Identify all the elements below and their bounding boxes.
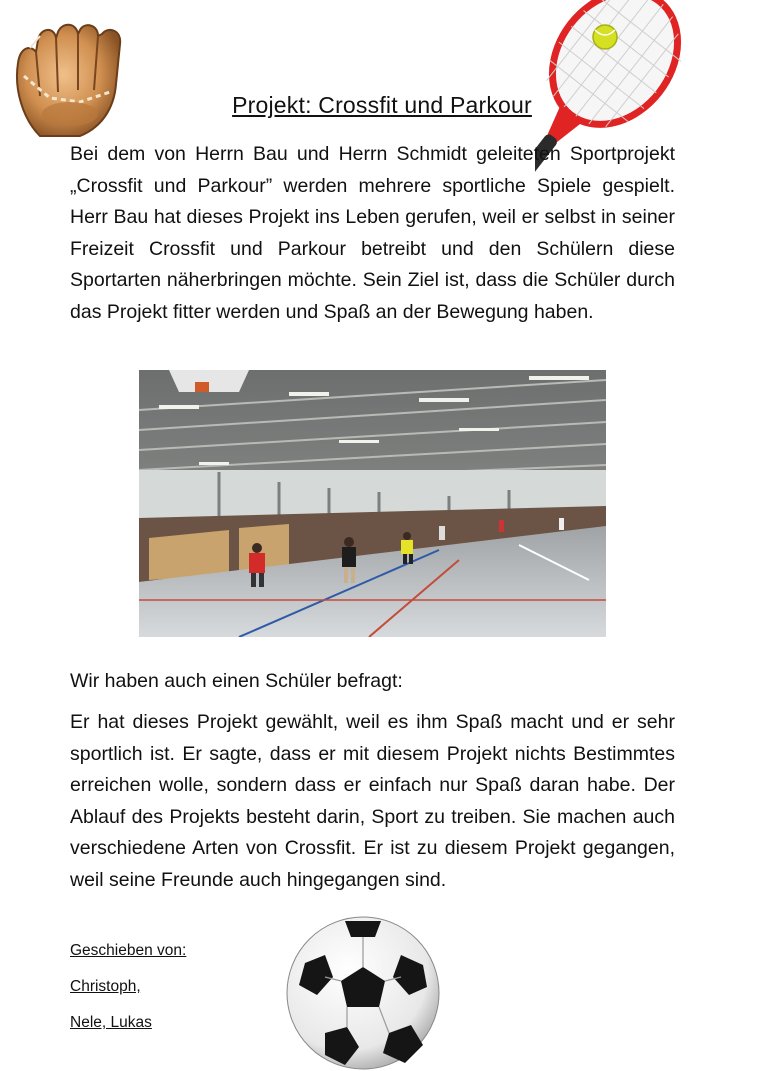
authors-label: Geschieben von: (70, 942, 187, 959)
sports-hall-photo (139, 370, 606, 637)
baseball-glove-icon (10, 18, 138, 142)
soccer-ball-icon (285, 915, 441, 1071)
author-line-1: Christoph, (70, 978, 141, 995)
interview-paragraph: Er hat dieses Projekt gewählt, weil es ihm Spaß macht und er sehr sportlich ist. Er sagte, dass er mit diesem Projekt nichts Bestimmtes erreichen wolle, sondern dass er einfach nur Spaß daran habe. Der Ablauf des Projekts besteht darin, Sport zu treiben. Sie machen auch verschiedene Arten von Crossfit. Er ist zu diesem Projekt gegangen, weil seine Freunde auch hingegangen sind. (70, 711, 675, 891)
page-title: Projekt: Crossfit und Parkour (232, 92, 532, 118)
interview-intro: Wir haben auch einen Schüler befragt: (70, 670, 403, 692)
intro-paragraph: Bei dem von Herrn Bau und Herrn Schmidt geleiteten Sportprojekt „Crossfit und Parkour” werden mehrere sportliche Spiele gespielt. Herr Bau hat dieses Projekt ins Leben gerufen, weil er selbst in seiner Freizeit Crossfit und Parkour betreibt und den Schülern diese Sportarten näherbringen möchte. Sein Ziel ist, dass die Schüler durch das Projekt fitter werden und Spaß an der Bewegung haben. (70, 143, 675, 323)
author-line-2: Nele, Lukas (70, 1014, 152, 1031)
